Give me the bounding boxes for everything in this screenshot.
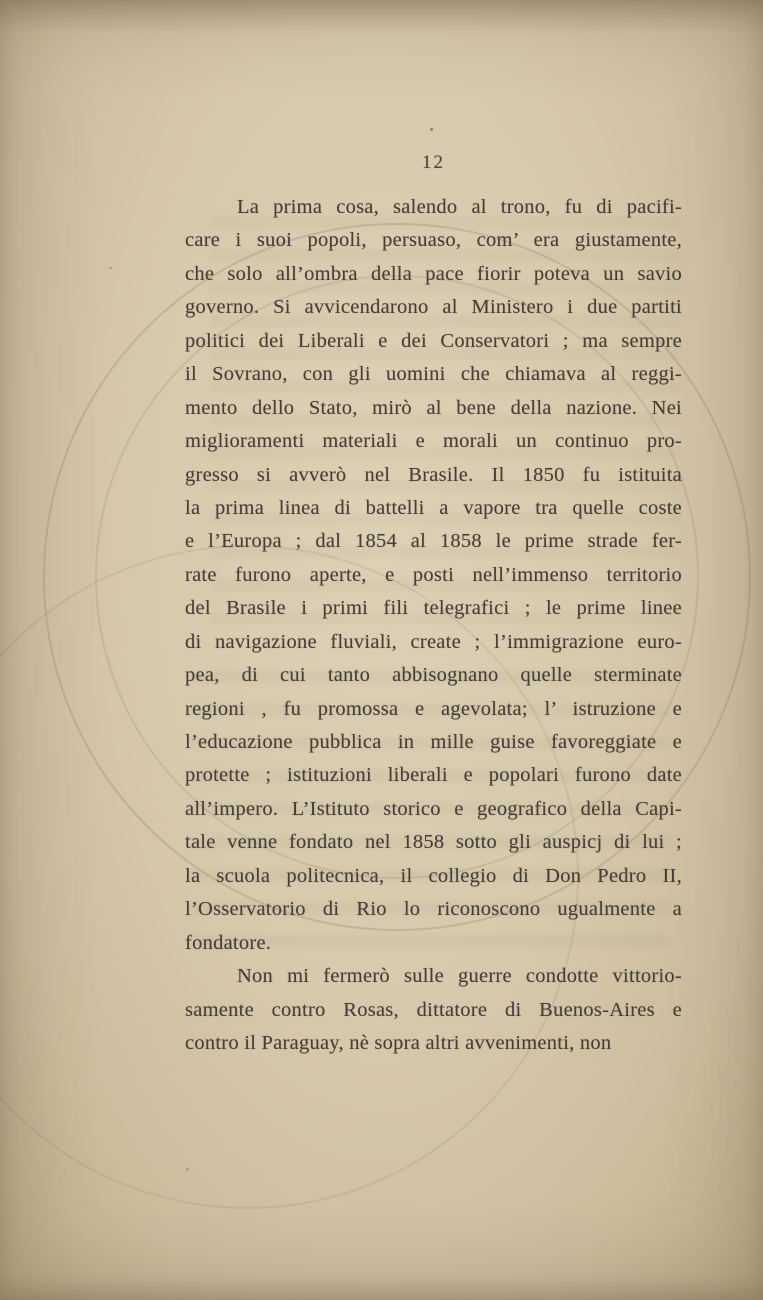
text-line: la prima linea di battelli a vapore tra quelle coste: [185, 496, 682, 519]
text-line: del Brasile i primi fili telegrafici ; le prime linee: [185, 597, 682, 620]
text-line: fondatore.: [185, 931, 272, 954]
text-line: La prima cosa, salendo al trono, fu di pacifi-: [237, 196, 682, 218]
text-line: regioni , fu promossa e agevolata; l’ istruzione e: [185, 697, 682, 720]
text-line: pea, di cui tanto abbisognano quelle sterminate: [185, 664, 682, 687]
text-line: l’educazione pubblica in mille guise favoreggiate e: [185, 731, 682, 753]
text-line: miglioramenti materiali e morali un continuo pro-: [185, 430, 682, 453]
text-line: e l’Europa ; dal 1854 al 1858 le prime strade fer-: [185, 530, 682, 553]
text-line: di navigazione fluviali, create ; l’immigrazione euro-: [185, 630, 682, 653]
text-line: che solo all’ombra della pace fiorir poteva un savio: [185, 262, 682, 285]
text-line: Non mi fermerò sulle guerre condotte vittorio-: [237, 965, 682, 988]
text-line: governo. Si avvicendarono al Ministero i due partiti: [185, 296, 682, 319]
text-line: samente contro Rosas, dittatore di Buenos-Aires e: [185, 998, 682, 1021]
text-line: il Sovrano, con gli uomini che chiamava al reggi-: [185, 363, 682, 386]
text-line: l’Osservatorio di Rio lo riconoscono ugualmente a: [185, 898, 682, 921]
text-line: tale venne fondato nel 1858 sotto gli auspicj di lui ;: [185, 831, 682, 854]
text-line: rate furono aperte, e posti nell’immenso territorio: [185, 563, 682, 586]
text-line: la scuola politecnica, il collegio di Don Pedro II,: [185, 864, 682, 887]
paper-speck: [186, 1168, 189, 1171]
text-block: [185, 191, 682, 1060]
paper-speck: [430, 128, 433, 131]
text-line: gresso si avverò nel Brasile. Il 1850 fu istituita: [185, 463, 682, 486]
text-line: care i suoi popoli, persuaso, com’ era giustamente,: [185, 229, 682, 252]
text-line: contro il Paraguay, nè sopra altri avvenimenti, non: [185, 1031, 612, 1054]
text-line: mento dello Stato, mirò al bene della nazione. Nei: [185, 396, 682, 419]
text-line: all’impero. L’Istituto storico e geografico della Capi-: [185, 797, 682, 820]
page-number: 12: [422, 152, 445, 173]
paper-speck: [109, 267, 112, 269]
text-line: politici dei Liberali e dei Conservatori ; ma sempre: [185, 329, 682, 352]
text-line: protette ; istituzioni liberali e popolari furono date: [185, 764, 682, 787]
